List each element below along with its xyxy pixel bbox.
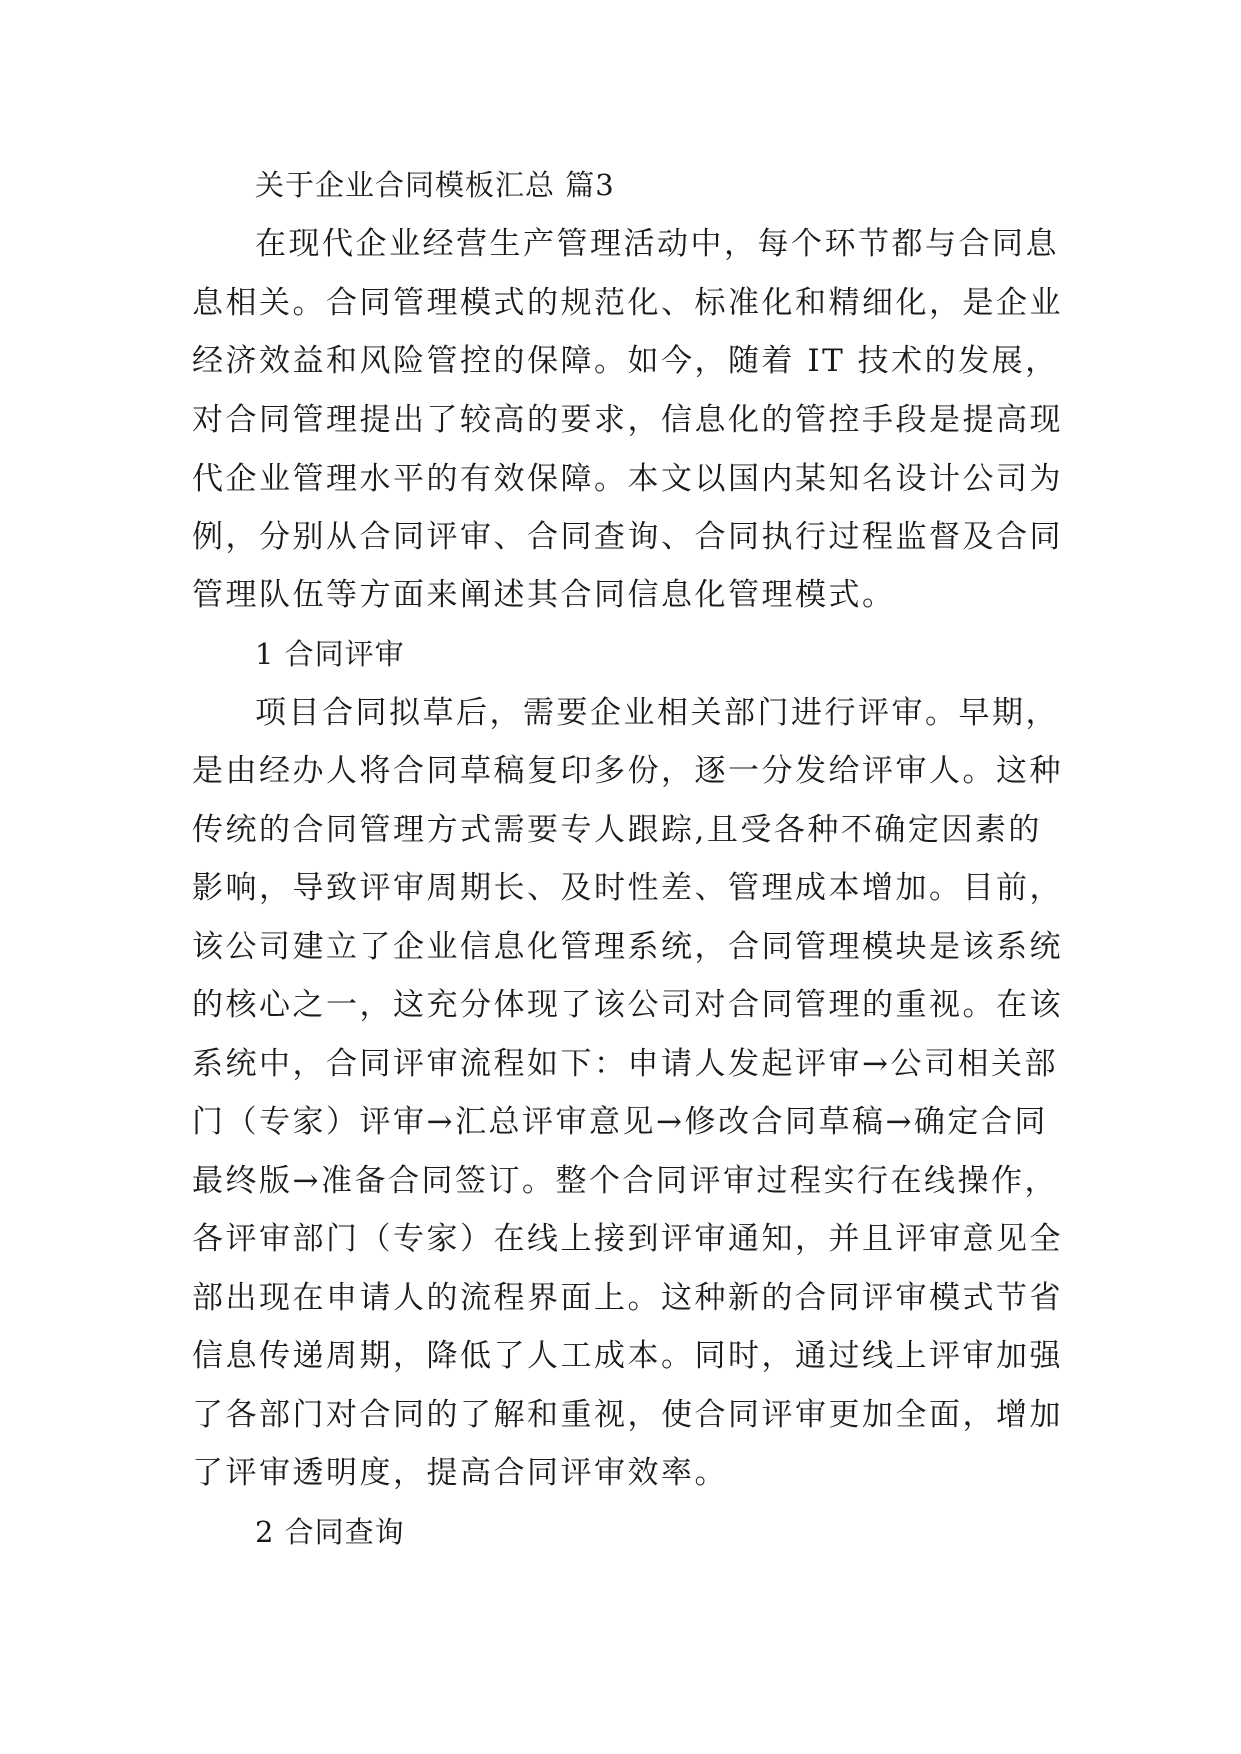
paragraph-line: 在现代企业经营生产管理活动中，每个环节都与合同息 — [255, 226, 1059, 262]
paragraph-line: 了评审透明度，提高合同评审效率。 — [192, 1455, 728, 1491]
document-title: 关于企业合同模板汇总 篇3 — [255, 168, 615, 202]
paragraph-line: 部出现在申请人的流程界面上。这种新的合同评审模式节省 — [192, 1280, 1063, 1316]
section-heading: 1 合同评审 — [255, 637, 405, 671]
paragraph-line: 的核心之一，这充分体现了该公司对合同管理的重视。在该 — [192, 987, 1063, 1023]
paragraph-line: 影响，导致评审周期长、及时性差、管理成本增加。目前， — [192, 870, 1063, 906]
paragraph-line: 项目合同拟草后，需要企业相关部门进行评审。早期， — [255, 695, 1059, 731]
paragraph-line: 是由经办人将合同草稿复印多份，逐一分发给评审人。这种 — [192, 753, 1063, 789]
paragraph-line: 例，分别从合同评审、合同查询、合同执行过程监督及合同 — [192, 519, 1063, 555]
paragraph-line: 系统中，合同评审流程如下：申请人发起评审→公司相关部 — [192, 1046, 1058, 1082]
paragraph-line: 传统的合同管理方式需要专人跟踪,且受各种不确定因素的 — [192, 812, 1042, 848]
paragraph-line: 息相关。合同管理模式的规范化、标准化和精细化，是企业 — [192, 285, 1063, 321]
paragraph-line: 了各部门对合同的了解和重视，使合同评审更加全面，增加 — [192, 1397, 1063, 1433]
paragraph-line: 代企业管理水平的有效保障。本文以国内某知名设计公司为 — [192, 461, 1063, 497]
paragraph-line: 信息传递周期，降低了人工成本。同时，通过线上评审加强 — [192, 1338, 1063, 1374]
paragraph-line: 各评审部门（专家）在线上接到评审通知，并且评审意见全 — [192, 1221, 1063, 1257]
paragraph-line: 对合同管理提出了较高的要求，信息化的管控手段是提高现 — [192, 402, 1063, 438]
paragraph-line: 门（专家）评审→汇总评审意见→修改合同草稿→确定合同 — [192, 1104, 1048, 1140]
section-heading: 2 合同查询 — [255, 1515, 405, 1549]
paragraph-line: 该公司建立了企业信息化管理系统，合同管理模块是该系统 — [192, 929, 1063, 965]
paragraph-line: 经济效益和风险管控的保障。如今，随着 IT 技术的发展， — [192, 343, 1059, 379]
paragraph-line: 最终版→准备合同签订。整个合同评审过程实行在线操作， — [192, 1163, 1058, 1199]
paragraph-line: 管理队伍等方面来阐述其合同信息化管理模式。 — [192, 577, 896, 613]
